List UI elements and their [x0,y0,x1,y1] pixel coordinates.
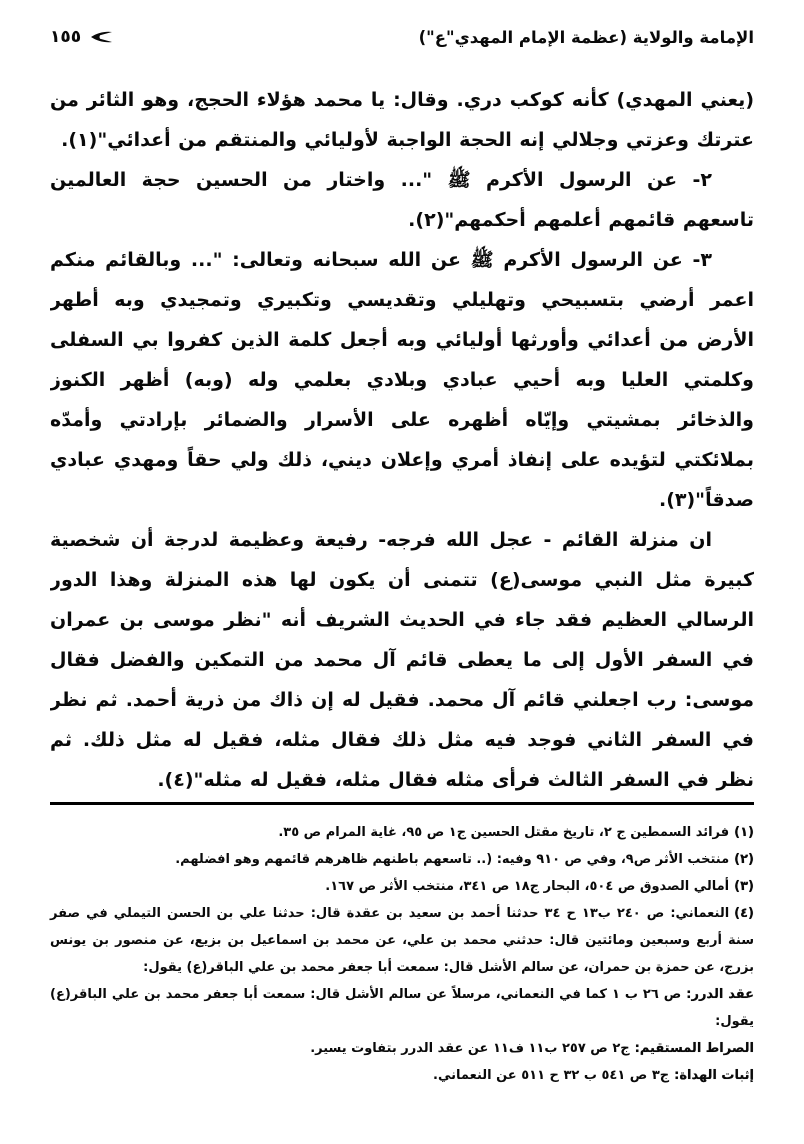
flourish-arrow-icon [89,30,113,44]
footnote-4 [50,900,754,981]
body-paragraph-3: ٣- عن الرسول الأكرم ﷺ عن الله سبحانه وتعالى: "... وبالقائم منكم اعمر أرضي بتسبيحي وتهليلي وتقديسي وتكبيري وتمجيدي وبه أطهر الأرض من أعدائي وأورثها أوليائي وبه أجعل كلمة الذين كفروا بي السفلى وكلمتي العليا وبه أحيي عبادي وبلادي بعلمي وله (وبه) أظهر الكنوز والذخائر بمشيتي وإيّاه أظهره على الأسرار والضمائر بإرادتي وأمدّه بملائكتي لتؤيده على إنفاذ أمري وإعلان ديني، ذلك ولي حقاً ومهدي عبادي صدقاً"(٣). [50,249,754,511]
page-number: ١٥٥ [50,27,82,47]
footnote-text: ج٢ ص ٢٥٧ ب١١ ف١١ عن عقد الدرر بتفاوت يسير. [310,1041,630,1056]
footnote-source-aqd-aldurar [50,981,754,1035]
body-paragraph-2: ٢- عن الرسول الأكرم ﷺ "... واختار من الحسين حجة العالمين تاسعهم قائمهم أعلمهم أحكمهم"(٢). [50,169,754,231]
footnote-text: ص ٢٦ ب ١ كما في النعماني، مرسلاً عن سالم الأشل قال: سمعت أبا جعفر محمد بن علي الباقر(ع) يقول: [50,987,754,1029]
footnote-number: (٤) [734,906,754,921]
page-header-left [50,27,113,47]
footnote-text: النعماني: ص ٢٤٠ ب١٣ ح ٣٤ حدثنا أحمد بن سعيد بن عقدة قال: حدثنا علي بن الحسن التيملي في صفر سنة أربع وسبعين ومائتين قال: حدثني محمد بن علي، عن محمد بن اسماعيل بن بزيع، عن منصور بن يونس بزرج، عن حمزة بن حمران، عن سالم الأشل قال: سمعت أبا جعفر محمد بن علي الباقر(ع) يقول: [50,906,754,975]
footnote-text: منتخب الأثر ص٩، وفي ص ٩١٠ وفيه: (.. تاسعهم باطنهم ظاهرهم قائمهم وهو افضلهم. [175,852,730,867]
body-paragraph-4: ان منزلة القائم - عجل الله فرجه- رفيعة وعظيمة لدرجة أن شخصية كبيرة مثل النبي موسى(ع) تتمنى أن يكون لها هذه المنزلة وهذا الدور الرسالي العظيم فقد جاء في الحديث الشريف أنه "نظر موسى بن عمران في السفر الأول إلى ما يعطى قائم آل محمد من التمكين والفضل فقال موسى: رب اجعلني قائم آل محمد. فقيل له إن ذاك من ذرية أحمد. ثم نظر في السفر الثاني فوجد فيه مثل ذلك فقال مثله، فقيل له مثل ذلك. ثم نظر في السفر الثالث فرأى مثله فقال مثله، فقيل له مثله"(٤). [50,529,754,791]
body-text [50,80,754,794]
footnote-number: (٢) [734,852,754,867]
body-paragraph-1: (يعني المهدي) كأنه كوكب دري. وقال: يا محمد هؤلاء الحجج، وهو الثائر من عترتك وعزتي وجلالي إنه الحجة الواجبة لأوليائي والمنتقم من أعدائي"(١). [50,89,754,151]
footnote-source-name: عقد الدرر: [686,987,755,1002]
footnote-number: (١) [734,825,754,840]
footnote-3 [50,873,754,900]
page-header [50,22,754,52]
footnote-source-alsirat-almustaqim [50,1035,754,1062]
footnote-text: فرائد السمطين ج ٢، تاريخ مقتل الحسين ج١ ص ٩٥، غاية المرام ص ٣٥. [278,825,730,840]
footnote-text: ج٣ ص ٥٤١ ب ٣٢ ح ٥١١ عن النعماني. [433,1068,670,1083]
footnote-1 [50,819,754,846]
footnote-source-name: الصراط المستقيم: [634,1041,754,1056]
footnote-source-ithbat-alhudat [50,1062,754,1089]
page-header-title: الإمامة والولاية (عظمة الإمام المهدي"ع") [418,27,754,47]
footnote-2 [50,846,754,873]
footnotes-section [50,819,754,1089]
footnote-number: (٣) [734,879,754,894]
footnote-text: أمالي الصدوق ص ٥٠٤، البحار ج١٨ ص ٣٤١، منتخب الأثر ص ١٦٧. [325,879,730,894]
footnote-source-name: إثبات الهداة: [674,1068,754,1083]
footnote-separator [50,802,754,805]
